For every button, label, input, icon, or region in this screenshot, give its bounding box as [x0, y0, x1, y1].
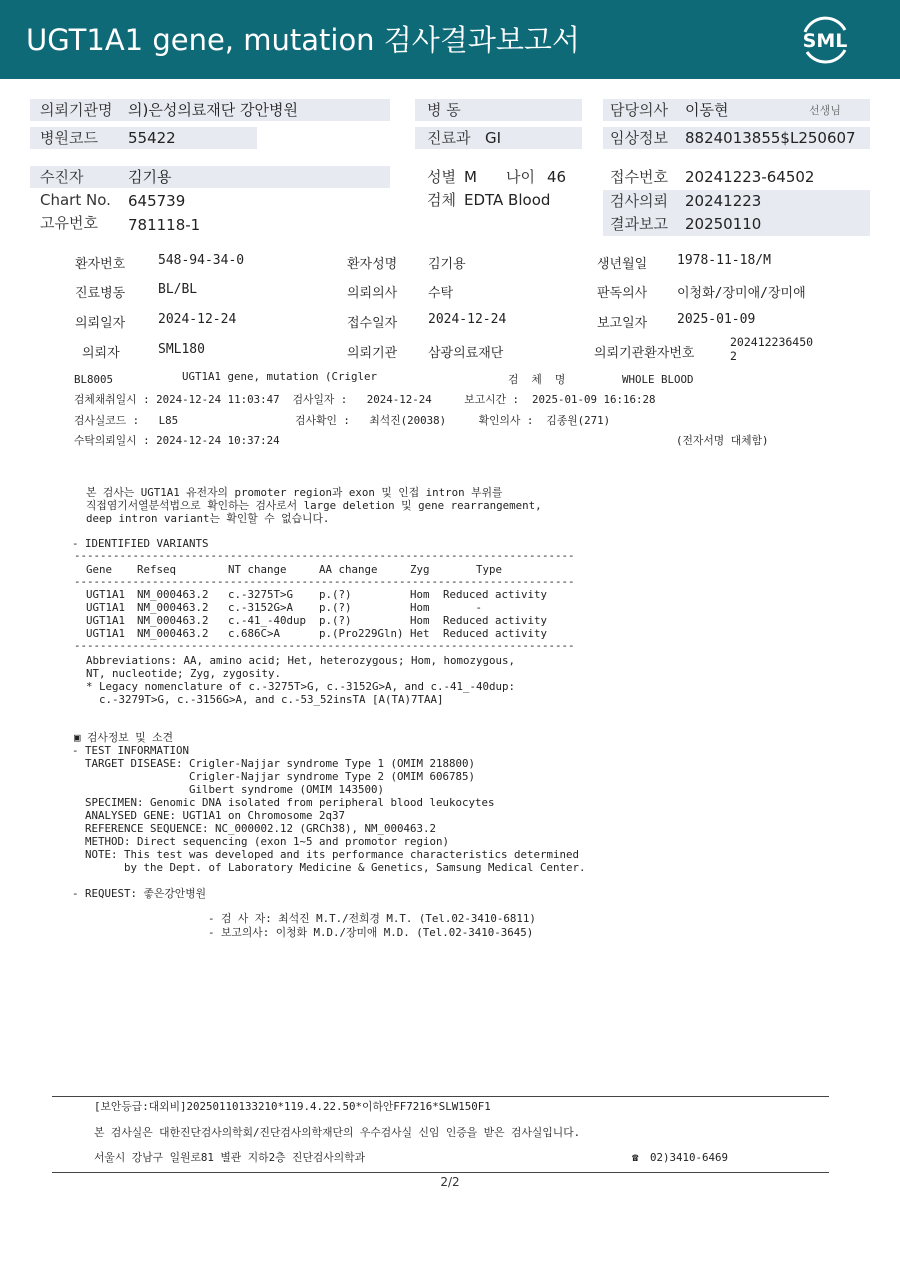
req-date-value: 2024-12-24: [158, 312, 237, 327]
patient-label: 수진자: [40, 168, 84, 186]
doctor-value: 이동현: [685, 101, 729, 119]
table-cell: c.-41_-40dup: [228, 614, 307, 627]
patient-name-label: 환자성명: [347, 257, 398, 272]
specimen-name-value: WHOLE BLOOD: [622, 373, 694, 386]
abbrev-line-4: c.-3279T>G, c.-3156G>A, and c.-53_52insTA [A(TA)7TAA]: [86, 693, 444, 706]
room-line: 검사실코드 : L85 검사확인 : 최석진(20038) 확인의사 : 김종원(271): [74, 414, 611, 427]
note-line-1: 본 검사는 UGT1A1 유전자의 promoter region과 exon 및 인접 intron 부위를: [86, 486, 503, 499]
specimen-value: EDTA Blood: [464, 191, 551, 209]
institution-label: 의뢰기관명: [40, 101, 113, 119]
staff-line-2: - 보고의사: 이청화 M.D./장미애 M.D. (Tel.02-3410-3645): [208, 926, 534, 939]
footer-rule-bottom: [52, 1172, 829, 1173]
variants-title: - IDENTIFIED VARIANTS: [72, 537, 209, 550]
clinical-info-value: 8824013855$L250607: [685, 129, 856, 147]
table-cell: NM_000463.2: [137, 627, 209, 640]
table-cell: Het: [410, 627, 430, 640]
requester-value: SML180: [158, 342, 205, 357]
test-name: UGT1A1 gene, mutation (Crigler: [182, 370, 378, 383]
info-line-6: ANALYSED GENE: UGT1A1 on Chromosome 2q37: [72, 809, 346, 822]
patient-value: 김기용: [128, 168, 172, 186]
address-line: 서울시 강남구 일원로81 별관 지하2층 진단검사의학과: [94, 1151, 366, 1164]
receipt-date-label: 접수일자: [347, 316, 398, 331]
phone-icon: ☎: [632, 1151, 639, 1164]
table-cell: p.(?): [319, 588, 352, 601]
table-cell: Hom: [410, 614, 430, 627]
inst-patient-no-label: 의뢰기관환자번호: [594, 346, 695, 361]
info-line-3: Crigler-Najjar syndrome Type 2 (OMIM 606785): [72, 770, 476, 783]
receipt-no-value: 20241223-64502: [685, 168, 815, 186]
esign-note: (전자서명 대체함): [676, 434, 769, 447]
col-aa: AA change: [319, 563, 378, 576]
table-cell: p.(Pro229Gln): [319, 627, 404, 640]
request-date-label: 검사의뢰: [610, 192, 668, 210]
table-cell: NM_000463.2: [137, 614, 209, 627]
chart-no-value: 645739: [128, 192, 186, 210]
receipt-date-value: 2024-12-24: [428, 312, 507, 327]
info-line-5: SPECIMEN: Genomic DNA isolated from peripheral blood leukocytes: [72, 796, 495, 809]
col-refseq: Refseq: [137, 563, 177, 576]
clinical-info-label: 임상정보: [610, 129, 668, 147]
dash-line-bottom: -----------------------------------------------------------------------------: [74, 639, 575, 652]
staff-line-1: - 검 사 자: 최석진 M.T./전희경 M.T. (Tel.02-3410-6811): [208, 912, 536, 925]
sex-label: 성별: [427, 168, 456, 186]
test-code: BL8005: [74, 373, 114, 386]
security-line: [보안등급:대외비]20250110133210*119.4.22.50*이하안FF7216*SLW150F1: [94, 1100, 491, 1113]
unique-no-label: 고유번호: [40, 214, 98, 232]
info-line-10: by the Dept. of Laboratory Medicine & Genetics, Samsung Medical Center.: [72, 861, 586, 874]
unique-no-value: 781118-1: [128, 216, 201, 234]
table-row: UGT1A1: [86, 601, 126, 614]
chart-no-label: Chart No.: [40, 191, 111, 209]
ward-label: 병 동: [427, 101, 461, 119]
requester-label: 의뢰자: [82, 346, 120, 361]
reading-doctor-value: 이청화/장미애/장미애: [677, 286, 806, 301]
col-type: Type: [476, 563, 503, 576]
table-cell: -: [443, 601, 483, 614]
info-line-1: - TEST INFORMATION: [72, 744, 190, 757]
info-line-9: NOTE: This test was developed and its performance characteristics determined: [72, 848, 580, 861]
department-label: 진료과: [427, 129, 471, 147]
patient-no-label: 환자번호: [75, 257, 126, 272]
age-label: 나이: [506, 168, 535, 186]
inst-patient-no-value-cont: 2: [730, 349, 737, 363]
abbrev-line-1: Abbreviations: AA, amino acid; Het, heterozygous; Hom, homozygous,: [86, 654, 516, 667]
birth-label: 생년월일: [597, 257, 648, 272]
phone-number: 02)3410-6469: [650, 1151, 729, 1164]
patient-name-value: 김기용: [428, 257, 466, 272]
received-line: 수탁의뢰일시 : 2024-12-24 10:37:24: [74, 434, 280, 447]
abbrev-line-3: * Legacy nomenclature of c.-3275T>G, c.-3152G>A, and c.-41_-40dup:: [86, 680, 516, 693]
hospital-code-label: 병원코드: [40, 129, 98, 147]
sml-logo-text: SML: [802, 30, 848, 52]
table-cell: NM_000463.2: [137, 601, 209, 614]
cert-line: 본 검사실은 대한진단검사의학회/진단검사의학재단의 우수검사실 신임 인증을 받은 검사실입니다.: [94, 1126, 581, 1139]
specimen-label: 검체: [427, 191, 456, 209]
table-row: UGT1A1: [86, 614, 126, 627]
table-row: UGT1A1: [86, 588, 126, 601]
report-date-label: 결과보고: [610, 215, 668, 233]
report-date-value: 20250110: [685, 215, 762, 233]
table-row: UGT1A1: [86, 627, 126, 640]
inst-patient-no-value: 202412236450: [730, 335, 814, 349]
patient-no-value: 548-94-34-0: [158, 253, 245, 268]
ward-scan-value: BL/BL: [158, 282, 198, 297]
request-date-value: 20241223: [685, 192, 762, 210]
info-line-4: Gilbert syndrome (OMIM 143500): [72, 783, 385, 796]
dash-line-mid: -----------------------------------------------------------------------------: [74, 575, 575, 588]
req-date-label: 의뢰일자: [75, 316, 126, 331]
hospital-code-value: 55422: [128, 129, 176, 147]
footer-rule-top: [52, 1096, 829, 1097]
doctor-label: 담당의사: [610, 101, 668, 119]
table-cell: c.686C>A: [228, 627, 281, 640]
note-line-2: 직접염기서열분석법으로 확인하는 검사로서 large deletion 및 gene rearrangement,: [86, 499, 542, 512]
info-title: ▣ 검사정보 및 소견: [74, 731, 174, 744]
req-doctor-value: 수탁: [428, 286, 454, 301]
report-title: UGT1A1 gene, mutation 검사결과보고서: [26, 23, 580, 57]
patient-pill: [30, 166, 390, 188]
table-cell: Reduced activity: [443, 627, 548, 640]
table-cell: Hom: [410, 588, 430, 601]
department-value: GI: [485, 129, 502, 147]
req-doctor-label: 의뢰의사: [347, 286, 398, 301]
reading-doctor-label: 판독의사: [597, 286, 648, 301]
report-header: [0, 0, 900, 79]
specimen-name-label: 검 체 명: [508, 373, 566, 386]
table-cell: c.-3275T>G: [228, 588, 294, 601]
info-line-8: METHOD: Direct sequencing (exon 1~5 and promotor region): [72, 835, 450, 848]
sex-value: M: [464, 168, 477, 186]
table-cell: NM_000463.2: [137, 588, 209, 601]
table-cell: Hom: [410, 601, 430, 614]
report-scan-label: 보고일자: [597, 316, 648, 331]
table-cell: Reduced activity: [443, 588, 548, 601]
abbrev-line-2: NT, nucleotide; Zyg, zygosity.: [86, 667, 282, 680]
req-inst-label: 의뢰기관: [347, 346, 398, 361]
col-nt: NT change: [228, 563, 287, 576]
ward-scan-label: 진료병동: [75, 286, 126, 301]
institution-value: 의)은성의료재단 강안병원: [128, 101, 299, 119]
table-cell: p.(?): [319, 601, 352, 614]
birth-value: 1978-11-18/M: [677, 253, 771, 268]
table-cell: c.-3152G>A: [228, 601, 294, 614]
info-line-2: TARGET DISEASE: Crigler-Najjar syndrome Type 1 (OMIM 218800): [72, 757, 476, 770]
table-cell: p.(?): [319, 614, 352, 627]
receipt-no-label: 접수번호: [610, 168, 668, 186]
doctor-suffix: 선생님: [809, 104, 841, 117]
col-zyg: Zyg: [410, 563, 430, 576]
collect-line: 검체채취일시 : 2024-12-24 11:03:47 검사일자 : 2024-12-24 보고시간 : 2025-01-09 16:16:28: [74, 393, 656, 406]
sml-logo: [797, 12, 853, 68]
request-line: - REQUEST: 좋은강안병원: [72, 887, 207, 900]
table-cell: Reduced activity: [443, 614, 548, 627]
page-number: 2/2: [440, 1175, 460, 1189]
info-line-7: REFERENCE SEQUENCE: NC_000002.12 (GRCh38), NM_000463.2: [72, 822, 437, 835]
req-inst-value: 삼광의료재단: [428, 346, 504, 361]
dash-line-top: -----------------------------------------------------------------------------: [74, 549, 575, 562]
note-line-3: deep intron variant는 확인할 수 없습니다.: [86, 512, 330, 525]
age-value: 46: [547, 168, 567, 186]
col-gene: Gene: [86, 563, 113, 576]
report-scan-value: 2025-01-09: [677, 312, 756, 327]
